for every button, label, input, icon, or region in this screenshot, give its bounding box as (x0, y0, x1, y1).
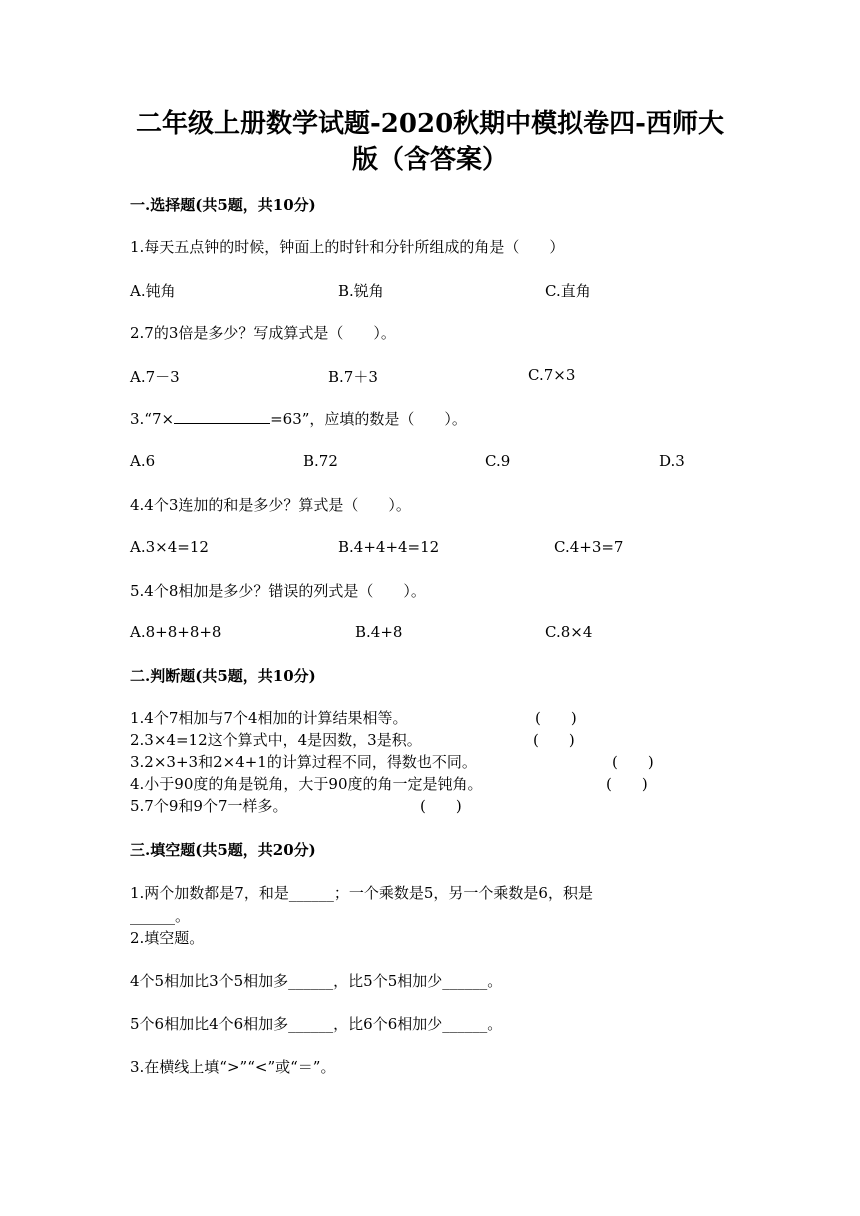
q3-option-c: C.9 (485, 452, 511, 470)
q5-option-a: A.8+8+8+8 (130, 623, 222, 641)
judge-item-5: 5.7个9和9个7一样多。 (130, 797, 288, 815)
question-4: 4.4个3连加的和是多少？算式是（ ）。 (130, 496, 411, 514)
q1-option-c: C.直角 (545, 282, 591, 300)
section-heading-choice: 一.选择题(共5题，共10分) (130, 196, 316, 214)
q3-text-pre: 3.“7× (130, 410, 175, 428)
fill-question-2b: 5个6相加比4个6相加多______，比6个6相加少______。 (130, 1015, 503, 1033)
judge-item-3: 3.2×3+3和2×4+1的计算过程不同，得数也不同。 (130, 753, 477, 771)
q1-option-b: B.锐角 (338, 282, 384, 300)
fill-question-1-line2: ______。 (130, 907, 191, 925)
q3-blank-line (174, 409, 270, 424)
q3-option-b: B.72 (303, 452, 338, 470)
q2-option-b: B.7＋3 (328, 368, 378, 386)
q3-text-post: =63”，应填的数是（ ）。 (270, 410, 467, 428)
question-3 (130, 408, 467, 429)
q1-option-a: A.钝角 (130, 282, 176, 300)
fill-question-2a: 4个5相加比3个5相加多______，比5个5相加少______。 (130, 972, 503, 990)
q3-option-d: D.3 (659, 452, 685, 470)
fill-question-2: 2.填空题。 (130, 929, 205, 947)
question-5: 5.4个8相加是多少？错误的列式是（ ）。 (130, 582, 426, 600)
judge-item-2-paren: ( ) (533, 731, 575, 749)
q2-option-c: C.7×3 (528, 366, 576, 384)
judge-item-3-paren: ( ) (612, 753, 654, 771)
question-2: 2.7的3倍是多少？写成算式是（ ）。 (130, 324, 396, 342)
q4-option-c: C.4+3=7 (554, 538, 624, 556)
q2-option-a: A.7－3 (130, 368, 180, 386)
q5-option-c: C.8×4 (545, 623, 593, 641)
q3-option-a: A.6 (130, 452, 156, 470)
q4-option-b: B.4+4+4=12 (338, 538, 440, 556)
judge-item-1: 1.4个7相加与7个4相加的计算结果相等。 (130, 709, 408, 727)
judge-item-1-paren: ( ) (535, 709, 577, 727)
fill-question-3: 3.在横线上填“>”“<”或“＝”。 (130, 1058, 336, 1076)
judge-item-4-paren: ( ) (606, 775, 648, 793)
judge-item-5-paren: ( ) (420, 797, 462, 815)
section-heading-judge: 二.判断题(共5题，共10分) (130, 667, 316, 685)
judge-item-2: 2.3×4=12这个算式中，4是因数，3是积。 (130, 731, 422, 749)
q5-option-b: B.4+8 (355, 623, 403, 641)
question-1: 1.每天五点钟的时候，钟面上的时针和分针所组成的角是（ ） (130, 238, 565, 256)
judge-item-4: 4.小于90度的角是锐角，大于90度的角一定是钝角。 (130, 775, 483, 793)
section-heading-fill: 三.填空题(共5题，共20分) (130, 841, 316, 859)
page-title-line2: 版（含答案） (351, 145, 508, 175)
fill-question-1-line1: 1.两个加数都是7，和是______；一个乘数是5，另一个乘数是6，积是 (130, 884, 593, 902)
page-title-line1: 二年级上册数学试题-2020秋期中模拟卷四-西师大 (136, 109, 724, 139)
q4-option-a: A.3×4=12 (130, 538, 209, 556)
